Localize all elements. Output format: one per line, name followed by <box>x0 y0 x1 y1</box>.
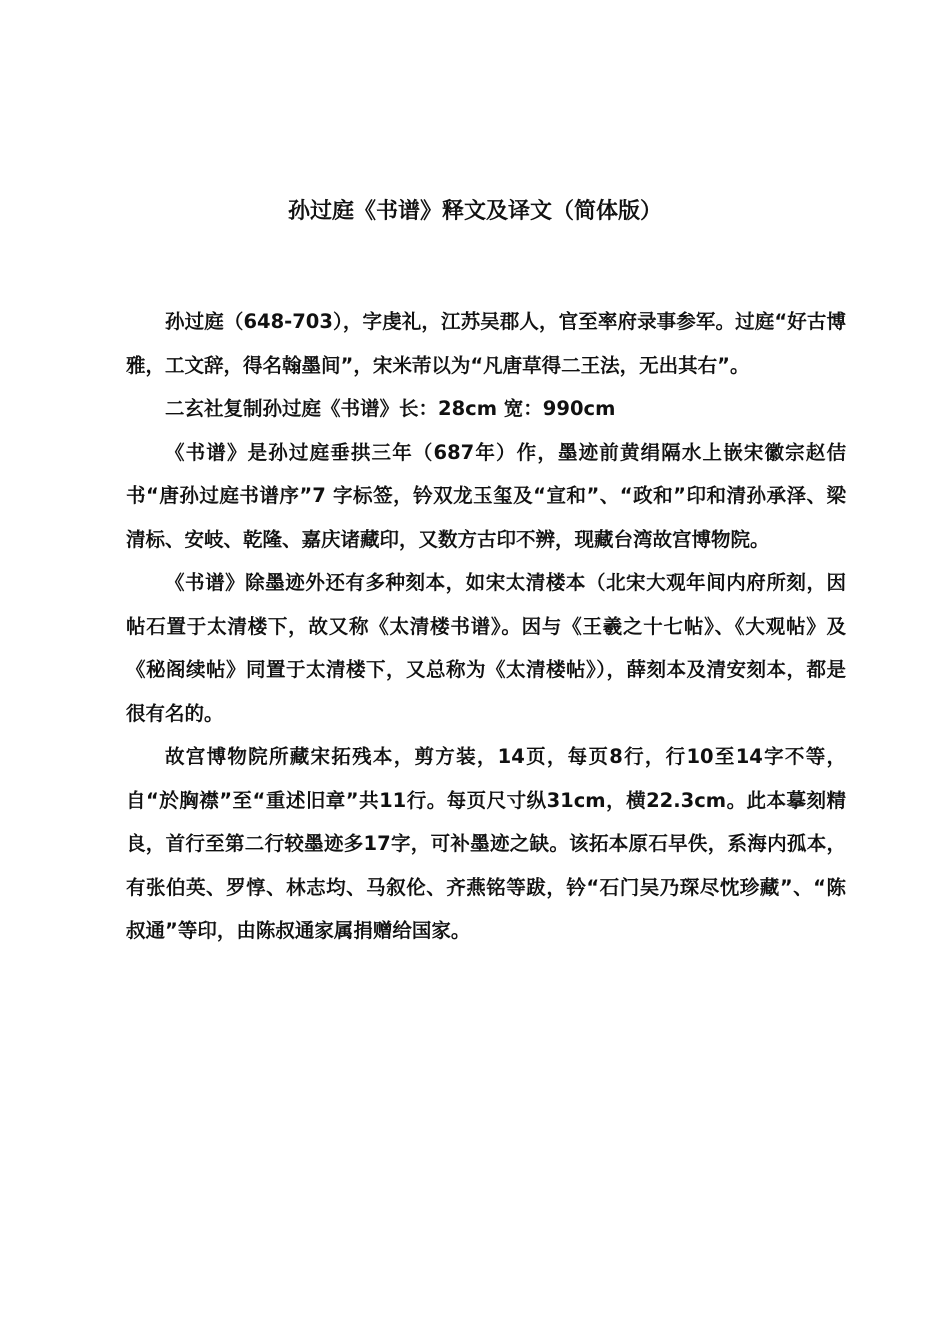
paragraph-palace-museum-rubbing: 故宫博物院所藏宋拓残本，剪方装，14页，每页8行，行10至14字不等，自“於胸襟”至“重述旧章”共11行。每页尺寸纵31cm，横22.3cm。此本摹刻精良，首行至第二行较墨迹多17字，可补墨迹之缺。该拓本原石早佚，系海内孤本，有张伯英、罗惇、林志均、马叙伦、齐燕铭等跋，钤“石门吴乃琛尽忱珍藏”、“陈叔通”等印，由陈叔通家属捐赠给国家。 <box>126 745 846 942</box>
paragraph-manuscript-history: 《书谱》是孙过庭垂拱三年（687年）作，墨迹前黄绢隔水上嵌宋徽宗赵佶书“唐孙过庭书谱序”7 字标签，钤双龙玉玺及“宣和”、“政和”印和清孙承泽、梁清标、安岐、乾隆、嘉庆诸藏印，又数方古印不辨，现藏台湾故宫博物院。 <box>126 440 846 551</box>
paragraph-reproduction-size: 二玄社复制孙过庭《书谱》长：28cm 宽：990cm <box>165 397 616 420</box>
paragraph-biography: 孙过庭（648-703），字虔礼，江苏吴郡人，官至率府录事参军。过庭“好古博雅，工文辞，得名翰墨间”，宋米芾以为“凡唐草得二王法，无出其右”。 <box>126 310 846 377</box>
document-title: 孙过庭《书谱》释文及译文（简体版） <box>287 199 662 224</box>
document-body <box>126 300 846 953</box>
paragraph-engraved-editions: 《书谱》除墨迹外还有多种刻本，如宋太清楼本（北宋大观年间内府所刻，因帖石置于太清楼下，故又称《太清楼书谱》。因与《王羲之十七帖》、《大观帖》及《秘阁续帖》同置于太清楼下，又总称为《太清楼帖》），薛刻本及清安刻本，都是很有名的。 <box>126 571 846 725</box>
